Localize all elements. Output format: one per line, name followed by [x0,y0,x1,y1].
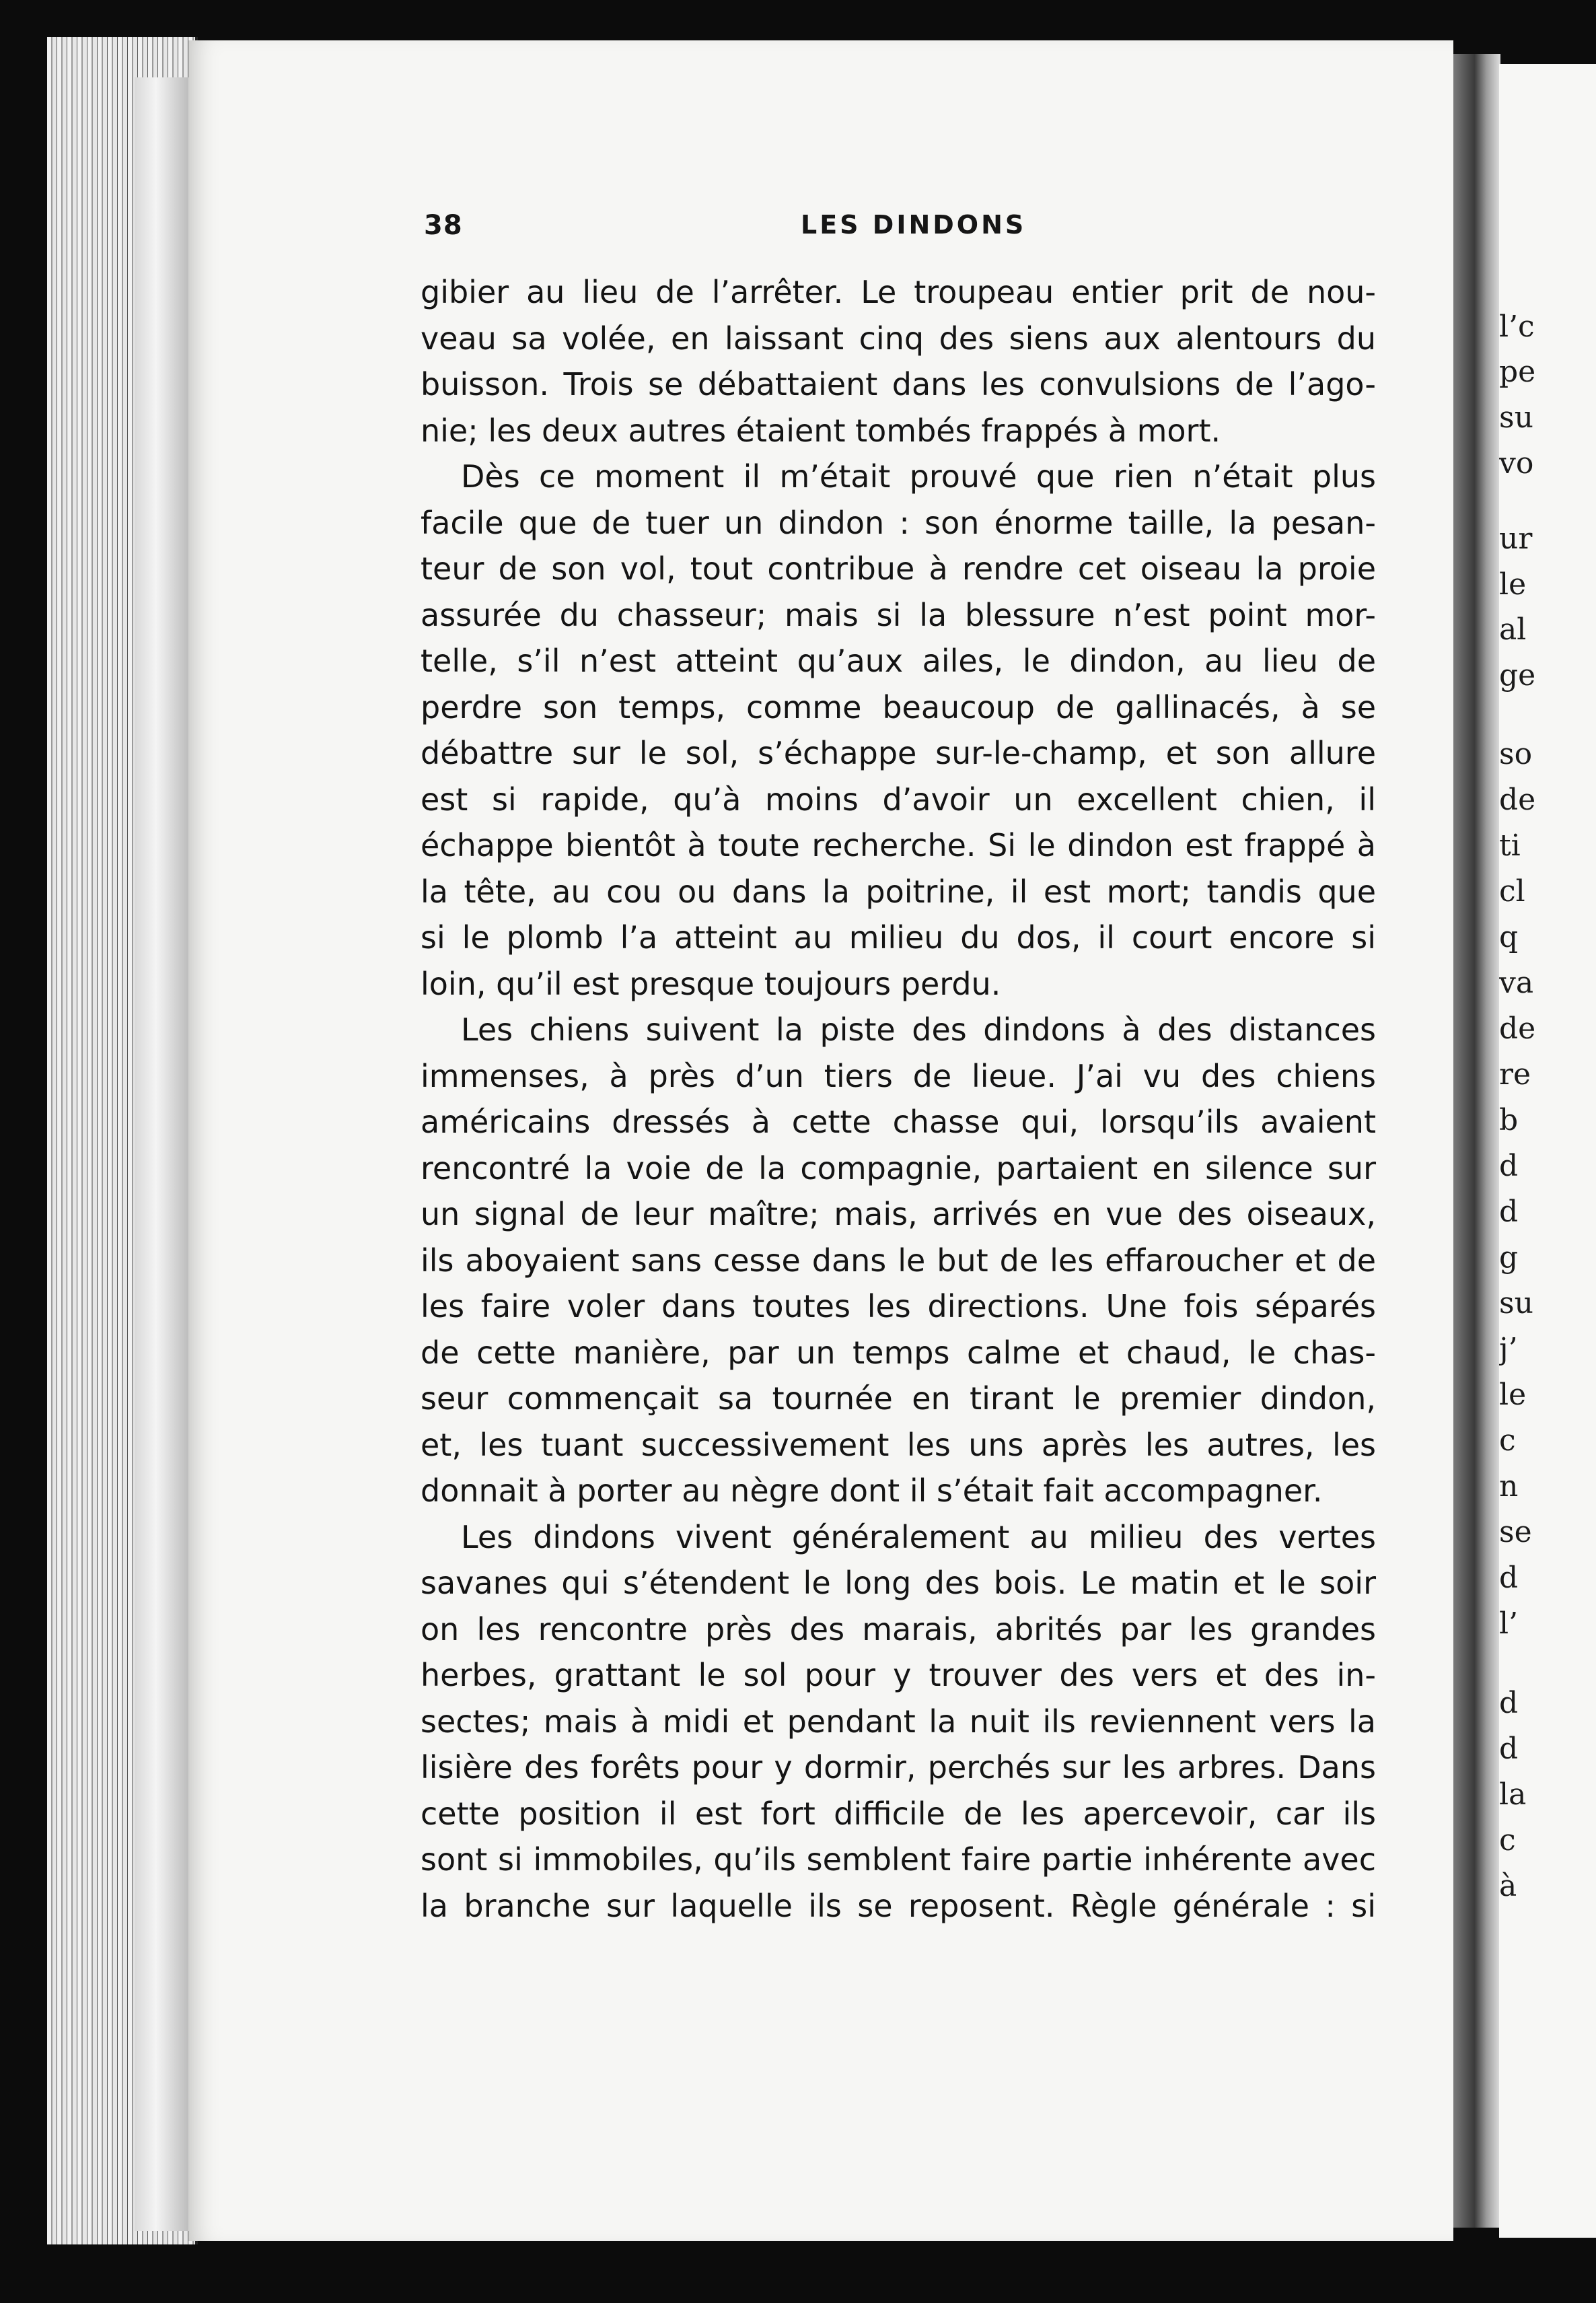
page-stack-inner [135,77,188,2231]
text-line: veau sa volée, en laissant cinq des siens aux alentours du [421,320,1376,357]
text-line: de cette manière, par un temps calme et chaud, le chas- [421,1334,1376,1371]
text-line: herbes, grattant le sol pour y trouver des vers et des in- [421,1657,1376,1693]
text-line: immenses, à près d’un tiers de lieue. J’ai vu des chiens [421,1057,1376,1094]
next-page-fragment-text: vo [1499,446,1534,481]
text-line: et, les tuant successivement les uns après les autres, les [421,1426,1376,1463]
next-page-fragment-text: à [1499,1869,1517,1903]
text-line: sectes; mais à midi et pendant la nuit ils reviennent vers la [421,1703,1376,1740]
text-line: gibier au lieu de l’arrêter. Le troupeau entier prit de nou- [421,274,1376,310]
text-line: un signal de leur maître; mais, arrivés en vue des oiseaux, [421,1196,1376,1232]
next-page-fragment-text: d [1499,1149,1519,1183]
text-line: on les rencontre près des marais, abrités par les grandes [421,1610,1376,1647]
next-page-fragment-text: ti [1499,828,1521,863]
text-line: assurée du chasseur; mais si la blessure n’est point mor- [421,596,1376,633]
next-page-fragment-text: b [1499,1103,1519,1137]
text-line: perdre son temps, comme beaucoup de gallinacés, à se [421,688,1376,725]
text-line: ils aboyaient sans cesse dans le but de les effaroucher et de [421,1242,1376,1279]
text-line: donnait à porter au nègre dont il s’était fait accompagner. [421,1473,1323,1509]
next-page-fragment-text: ge [1499,658,1536,693]
next-page-fragment-text: le [1499,1378,1527,1412]
next-page-fragment-text: q [1499,920,1519,954]
next-page-fragment-text: cl [1499,874,1525,909]
text-line: loin, qu’il est presque toujours perdu. [421,965,1001,1002]
next-page-fragment-text: pe [1499,355,1536,389]
next-page-fragment-text: c [1499,1423,1516,1458]
text-line: buisson. Trois se débattaient dans les convulsions de l’ago- [421,366,1376,402]
next-page-fragment-text: le [1499,567,1527,602]
next-page-fragment-text: ur [1499,522,1533,556]
text-line: rencontré la voie de la compagnie, partaient en silence sur [421,1149,1376,1186]
next-page-fragment-text: j’ [1499,1332,1518,1366]
body-text [421,269,1376,1929]
book-page-stack-edge [47,37,198,2244]
book-gutter-shadow [1453,54,1500,2228]
next-page-fragment-text: c [1499,1823,1516,1857]
next-page-fragment-text: l’c [1499,310,1535,344]
text-line: Dès ce moment il m’était prouvé que rien n’était plus [461,458,1376,495]
next-page-fragment [1499,64,1596,2238]
text-line: les faire voler dans toutes les directions. Une fois séparés [421,1288,1376,1324]
text-line: est si rapide, qu’à moins d’avoir un excellent chien, il [421,781,1376,818]
next-page-fragment-text: su [1499,400,1533,435]
next-page-fragment-text: se [1499,1515,1532,1549]
text-line: américains dressés à cette chasse qui, lorsqu’ils avaient [421,1104,1376,1140]
text-line: facile que de tuer un dindon : son énorme taille, la pesan- [421,504,1376,541]
next-page-fragment-text: d [1499,1195,1519,1229]
next-page-fragment-text: d [1499,1561,1519,1595]
next-page-fragment-text: al [1499,612,1527,647]
next-page-fragment-text: va [1499,966,1534,1000]
text-line: telle, s’il n’est atteint qu’aux ailes, le dindon, au lieu de [421,643,1376,679]
next-page-fragment-text: de [1499,1012,1536,1046]
text-line: seur commençait sa tournée en tirant le premier dindon, [421,1380,1376,1417]
next-page-fragment-text: d [1499,1732,1519,1766]
running-head: LES DINDONS [801,210,1027,240]
next-page-letters [1499,64,1596,2238]
text-line: sont si immobiles, qu’ils semblent faire partie inhérente avec [421,1841,1376,1878]
next-page-fragment-text: so [1499,737,1533,771]
text-line: débattre sur le sol, s’échappe sur-le-champ, et son allure [421,735,1376,771]
text-line: la tête, au cou ou dans la poitrine, il est mort; tandis que [421,873,1376,910]
next-page-fragment-text: re [1499,1057,1531,1092]
next-page-fragment-text: la [1499,1777,1527,1812]
text-line: teur de son vol, tout contribue à rendre cet oiseau la proie [421,551,1376,587]
text-line: si le plomb l’a atteint au milieu du dos, il court encore si [421,919,1376,956]
text-line: Les chiens suivent la piste des dindons à des distances [461,1012,1376,1048]
text-line: cette position il est fort difficile de les apercevoir, car ils [421,1795,1376,1832]
next-page-fragment-text: g [1499,1240,1519,1275]
page-number: 38 [424,210,463,241]
text-line: lisière des forêts pour y dormir, perchés sur les arbres. Dans [421,1749,1376,1785]
text-line: échappe bientôt à toute recherche. Si le dindon est frappé à [421,827,1376,863]
next-page-fragment-text: d [1499,1686,1519,1720]
text-line: Les dindons vivent généralement au milieu des vertes [461,1518,1376,1555]
text-line: nie; les deux autres étaient tombés frappés à mort. [421,412,1221,449]
next-page-fragment-text: n [1499,1469,1519,1503]
text-line: la branche sur laquelle ils se reposent. Règle générale : si [421,1887,1376,1924]
next-page-fragment-text: su [1499,1286,1533,1320]
next-page-fragment-text: l’ [1499,1606,1519,1641]
text-line: savanes qui s’étendent le long des bois. Le matin et le soir [421,1565,1376,1601]
page-header [424,210,1379,250]
next-page-fragment-text: de [1499,783,1536,817]
